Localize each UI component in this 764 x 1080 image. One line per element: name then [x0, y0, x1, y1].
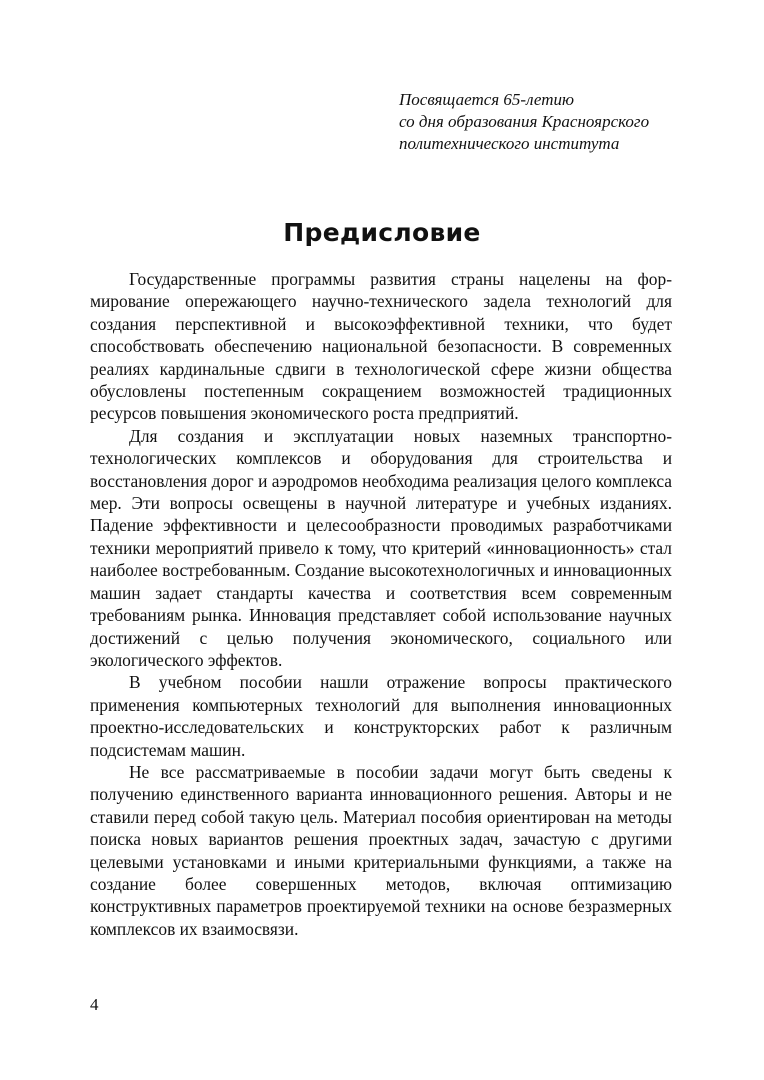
dedication-line: Посвящается 65-летию — [399, 90, 575, 109]
paragraph: Для создания и эксплуатации новых наземных транспортно-технологических комплексов и оборудования для строительства и восстановления дорог и аэродромов необходима реализация целого комплекса мер. Эти вопросы освещены в научной литературе и учебных изданиях. Падение эффективности и целесообразности проводимых разработчиками техники мероприятий привело к тому, что критерий «инновационность» стал наиболее востребованным. Создание высокотехнологичных и инновационных машин задает стандарты качества и соответствия всем современным требованиям рынка. Инновация представляет собой использование научных достижений с целью получения экономического, социального или экологического эффектов. — [90, 425, 672, 670]
paragraph: В учебном пособии нашли отражение вопросы практического применения компьютерных технологий для выполнения инновационных проектно-исследовательских и конструкторских работ к различным подсистемам машин. — [90, 672, 672, 760]
paragraph: Государственные программы развития страны нацелены на формирование опережающего научно-технического задела технологий для создания перспективной и высокоэффективной техники, что будет способствовать обеспечению национальной безопасности. В современных реалиях кардинальные сдвиги в технологической сфере жизни общества обусловлены постепенным сокращением возможностей традиционных ресурсов повышения экономического роста предприятий. — [90, 269, 672, 424]
dedication-line: со дня образования Красноярского — [399, 112, 650, 131]
dedication-line: политехнического института — [399, 134, 620, 153]
page-number: 4 — [90, 995, 99, 1014]
paragraph: Не все рассматриваемые в пособии задачи могут быть сведены к получению единственного варианта инновационного решения. Авторы и не ставили перед собой такую цель. Материал пособия ориентирован на методы поиска новых вариантов решения проектных задач, зачастую с другими целевыми установками и иными критериальными функциями, а также на создание более совершенных методов, включая оптимизацию конструктивных параметров проектируемой техники на основе безразмерных комплексов их взаимосвязи. — [90, 761, 672, 939]
dedication — [399, 89, 719, 155]
body-text — [90, 268, 672, 940]
page-title: Предисловие — [283, 218, 481, 247]
